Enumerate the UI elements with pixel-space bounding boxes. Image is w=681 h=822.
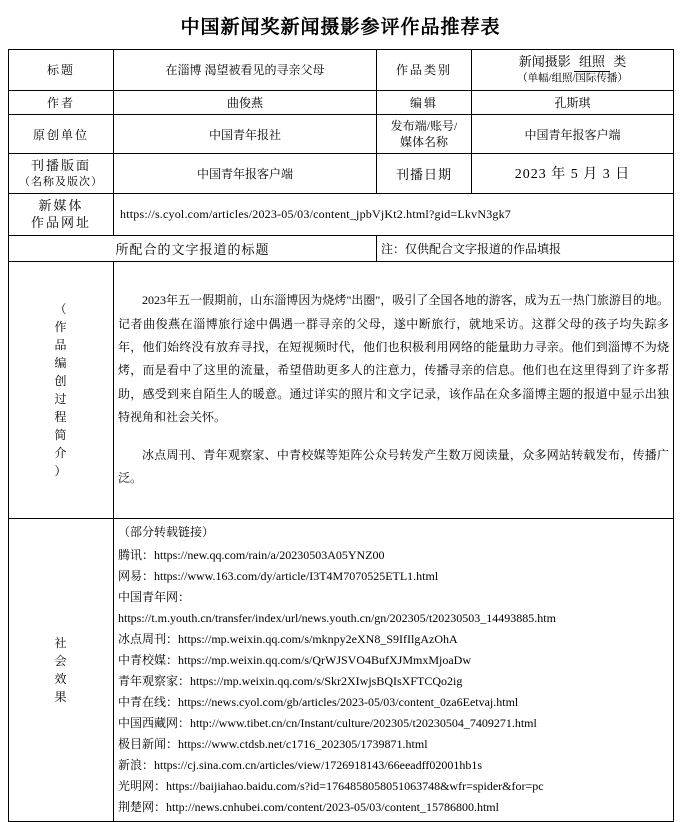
list-item[interactable]: 中青校媒：https://mp.weixin.qq.com/s/QrWJSVO4BufXJMmxMjoaDw xyxy=(118,652,471,667)
effect-label-char: 会 xyxy=(54,653,68,668)
field-value-newmedia-url[interactable]: https://s.cyol.com/articles/2023-05/03/content_jpbVjKt2.html?gid=LkvN3gk7 xyxy=(114,193,674,235)
summary-label-char: 创 xyxy=(54,373,68,388)
table-row xyxy=(9,518,674,821)
platform-label-line2: 媒体名称 xyxy=(399,135,448,150)
table-row xyxy=(9,261,674,518)
platform-label-line1: 发布端/账号/ xyxy=(390,118,458,133)
field-label-publish-date: 刊播日期 xyxy=(377,154,472,193)
list-item[interactable]: 光明网：https://baijiahao.baidu.com/s?id=1764858058051063748&wfr=spider&for=pc xyxy=(118,778,544,793)
list-item[interactable]: https://t.m.youth.cn/transfer/index/url/news.youth.cn/gn/202305/t20230503_14493885.htm xyxy=(118,610,556,625)
field-label-org: 原创单位 xyxy=(9,114,114,153)
category-main-line xyxy=(476,53,669,72)
field-value-platform: 中国青年报客户端 xyxy=(472,114,674,153)
field-label-publish-page xyxy=(9,154,114,193)
field-label-title: 标题 xyxy=(9,50,114,91)
list-item: 中国青年网： xyxy=(118,589,191,604)
field-value-editor: 孔斯琪 xyxy=(472,90,674,114)
summary-label-char: 简 xyxy=(54,427,68,442)
summary-paragraph: 2023年五一假期前，山东淄博因为烧烤"出圈"，吸引了全国各地的游客，成为五一热门旅游目的地。记者曲俊燕在淄博旅行途中偶遇一群寻亲的父母，遂中断旅行，就地采访。这群父母的孩子均失踪多年，他们始终没有放弃寻找，在短视频时代，他们也积极利用网络的能量助力寻亲。他们到淄博不为烧烤，而是看中了这里的流量，希望借助更多人的注意力，传播寻亲的信息。他们也在这里得到了许多帮助，感受到来自陌生人的暖意。通过详实的照片和文字记录，该作品在众多淄博主题的报道中显示出独特视角和社会关怀。 xyxy=(118,293,669,425)
field-value-summary xyxy=(114,261,674,518)
category-suffix: 类 xyxy=(613,54,627,69)
list-item[interactable]: 荆楚网：http://news.cnhubei.com/content/2023-05/03/content_15786800.html xyxy=(118,799,499,814)
summary-label-char: 品 xyxy=(54,337,68,352)
list-item[interactable]: 极目新闻：https://www.ctdsb.net/c1716_202305/1739871.html xyxy=(118,736,428,751)
recommendation-form-table xyxy=(8,49,674,822)
list-item[interactable]: 腾讯：https://new.qq.com/rain/a/20230503A05YNZ00 xyxy=(118,547,385,562)
list-item[interactable]: 网易：https://www.163.com/dy/article/I3T4M7070525ETL1.html xyxy=(118,568,439,583)
table-row xyxy=(9,154,674,193)
summary-label-char: （ xyxy=(54,301,68,316)
effect-label-char: 社 xyxy=(54,635,68,650)
field-label-platform xyxy=(377,114,472,153)
field-value-publish-page: 中国青年报客户端 xyxy=(114,154,377,193)
summary-label-char: 作 xyxy=(54,319,68,334)
field-value-effect xyxy=(114,518,674,821)
summary-label-char: ） xyxy=(54,463,68,478)
list-item[interactable]: 新浪：https://cj.sina.com.cn/articles/view/1726918143/66eeadff02001hb1s xyxy=(118,757,483,772)
field-value-category-cell xyxy=(472,50,674,91)
field-label-editor: 编辑 xyxy=(377,90,472,114)
category-note: （单幅/组照/国际传播） xyxy=(517,73,628,85)
effect-links-head: （部分转载链接） xyxy=(118,524,215,539)
field-value-publish-date: 2023 年 5 月 3 日 xyxy=(472,154,674,193)
field-label-author: 作者 xyxy=(9,90,114,114)
field-value-org: 中国青年报社 xyxy=(114,114,377,153)
field-label-newmedia-url xyxy=(9,193,114,235)
table-row xyxy=(9,50,674,91)
summary-label-char: 介 xyxy=(54,445,68,460)
effect-label-char: 果 xyxy=(54,689,68,704)
publish-page-label-line2: （名称及版次） xyxy=(19,175,103,188)
summary-paragraph: 冰点周刊、青年观察家、中青校媒等矩阵公众号转发产生数万阅读量，众多网站转载发布，传播广泛。 xyxy=(118,447,669,485)
summary-label-char: 程 xyxy=(54,409,68,424)
list-item[interactable]: 中青在线：https://news.cyol.com/gb/articles/2023-05/03/content_0za6Eetvaj.html xyxy=(118,694,519,709)
field-label-text-report: 所配合的文字报道的标题 xyxy=(9,235,377,261)
field-label-effect xyxy=(9,518,114,821)
summary-label-char: 编 xyxy=(54,355,68,370)
field-label-category: 作品类别 xyxy=(377,50,472,91)
field-note-text-report: 注：仅供配合文字报道的作品填报 xyxy=(377,235,674,261)
field-value-author: 曲俊燕 xyxy=(114,90,377,114)
list-item[interactable]: 青年观察家：https://mp.weixin.qq.com/s/Skr2XIwjsBQIsXFTCQo2ig xyxy=(118,673,463,688)
table-row xyxy=(9,114,674,153)
summary-label-char: 过 xyxy=(54,391,68,406)
newmedia-label-line1: 新媒体 xyxy=(38,197,84,213)
field-value-title: 在淄博 渴望被看见的寻亲父母 xyxy=(114,50,377,91)
table-row xyxy=(9,235,674,261)
table-row xyxy=(9,90,674,114)
newmedia-label-line2: 作品网址 xyxy=(30,215,91,231)
publish-page-label-line1: 刊播版面 xyxy=(30,158,91,174)
list-item[interactable]: 冰点周刊：https://mp.weixin.qq.com/s/mknpy2eXN8_S9IfIlgAzOhA xyxy=(118,631,458,646)
category-selected: 组照 xyxy=(574,53,610,72)
list-item[interactable]: 中国西藏网：http://www.tibet.cn/cn/Instant/culture/202305/t20230504_7409271.html xyxy=(118,715,537,730)
page-title: 中国新闻奖新闻摄影参评作品推荐表 xyxy=(180,17,501,38)
table-row xyxy=(9,193,674,235)
category-type: 新闻摄影 xyxy=(518,54,571,69)
effect-label-char: 效 xyxy=(54,671,68,686)
field-label-summary xyxy=(9,261,114,518)
